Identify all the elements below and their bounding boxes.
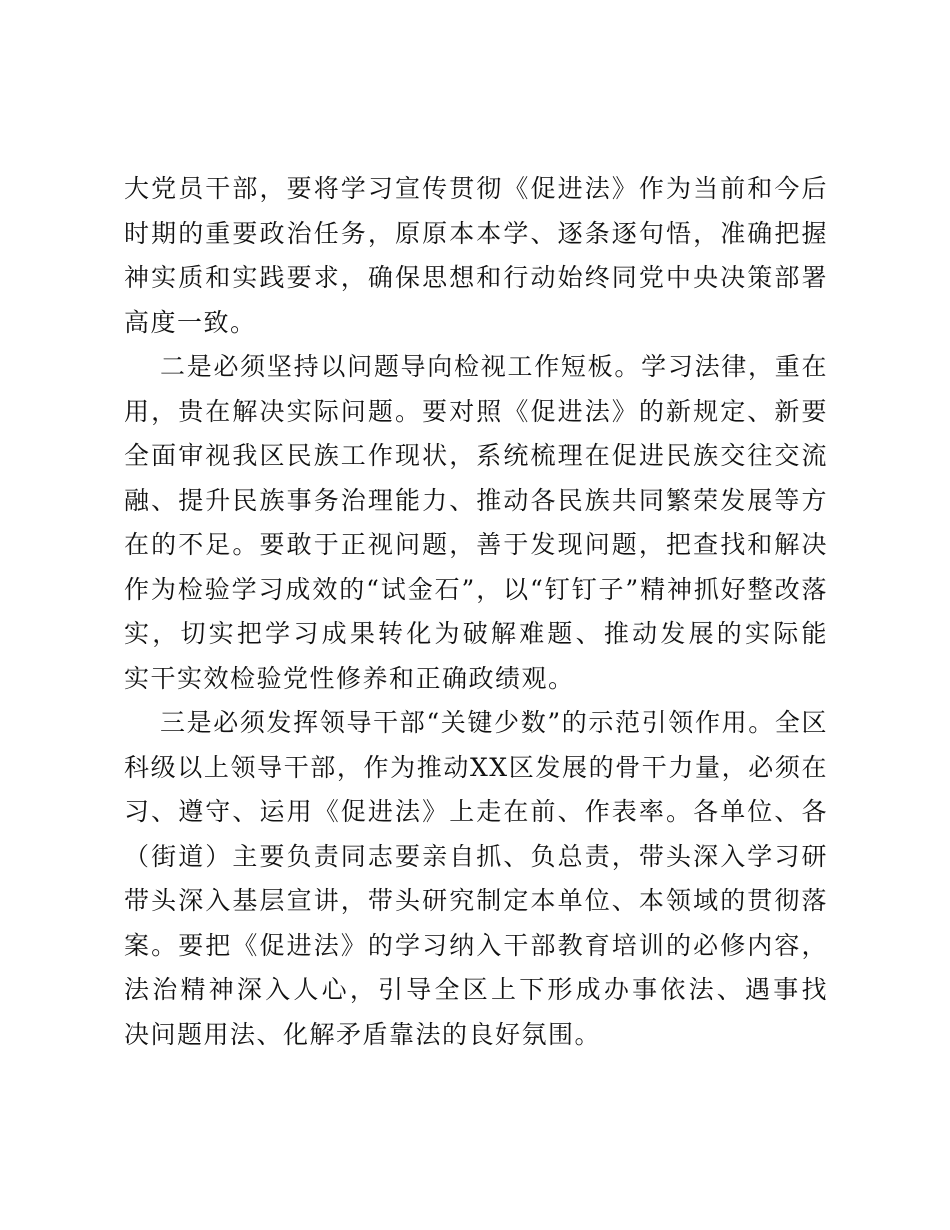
text-line: 全面审视我区民族工作现状，系统梳理在促进民族交往交流: [124, 441, 828, 470]
text-line: 法治精神深入人心，引导全区上下形成办事依法、遇事找: [124, 975, 828, 1004]
text-line: 决问题用法、化解矛盾靠法的良好氛围。: [124, 1019, 602, 1049]
paragraph-2: [124, 345, 828, 701]
text-line: 在的不足。要敢于正视问题，善于发现问题，把查找和解决: [124, 530, 828, 559]
text-line: 二是必须坚持以问题导向检视工作短板。学习法律，重在: [160, 352, 828, 381]
text-line: 科级以上领导干部，作为推动XX区发展的骨干力量，必须在: [124, 752, 828, 782]
text-line: 时期的重要政治任务，原原本本学、逐条逐句悟，准确把握: [124, 218, 828, 248]
text-line: 大党员干部，要将学习宣传贯彻《促进法》作为当前和今后: [124, 174, 828, 203]
text-line: 案。要把《促进法》的学习纳入干部教育培训的必修内容，: [124, 930, 828, 960]
paragraph-1: [124, 167, 828, 345]
text-line: 实干实效检验党性修养和正确政绩观。: [124, 663, 575, 693]
text-line: 实，切实把学习成果转化为破解难题、推动发展的实际能: [124, 619, 828, 648]
text-line: 用，贵在解决实际问题。要对照《促进法》的新规定、新要: [124, 396, 828, 426]
text-line: 习、遵守、运用《促进法》上走在前、作表率。各单位、各: [124, 797, 828, 826]
text-line: 带头深入基层宣讲，带头研究制定本单位、本领域的贯彻落: [124, 886, 828, 915]
text-line: 三是必须发挥领导干部“关键少数”的示范引领作用。全区: [160, 708, 828, 737]
document-body: [124, 167, 828, 1057]
text-line: 作为检验学习成效的“试金石”，以“钉钉子”精神抓好整改落: [124, 574, 828, 604]
text-line: 融、提升民族事务治理能力、推动各民族共同繁荣发展等方: [124, 485, 828, 515]
text-line: 神实质和实践要求，确保思想和行动始终同党中央决策部署: [124, 263, 828, 292]
paragraph-3: [124, 701, 828, 1057]
text-line: 高度一致。: [124, 307, 257, 337]
text-line: （街道）主要负责同志要亲自抓、负总责，带头深入学习研: [124, 841, 828, 871]
